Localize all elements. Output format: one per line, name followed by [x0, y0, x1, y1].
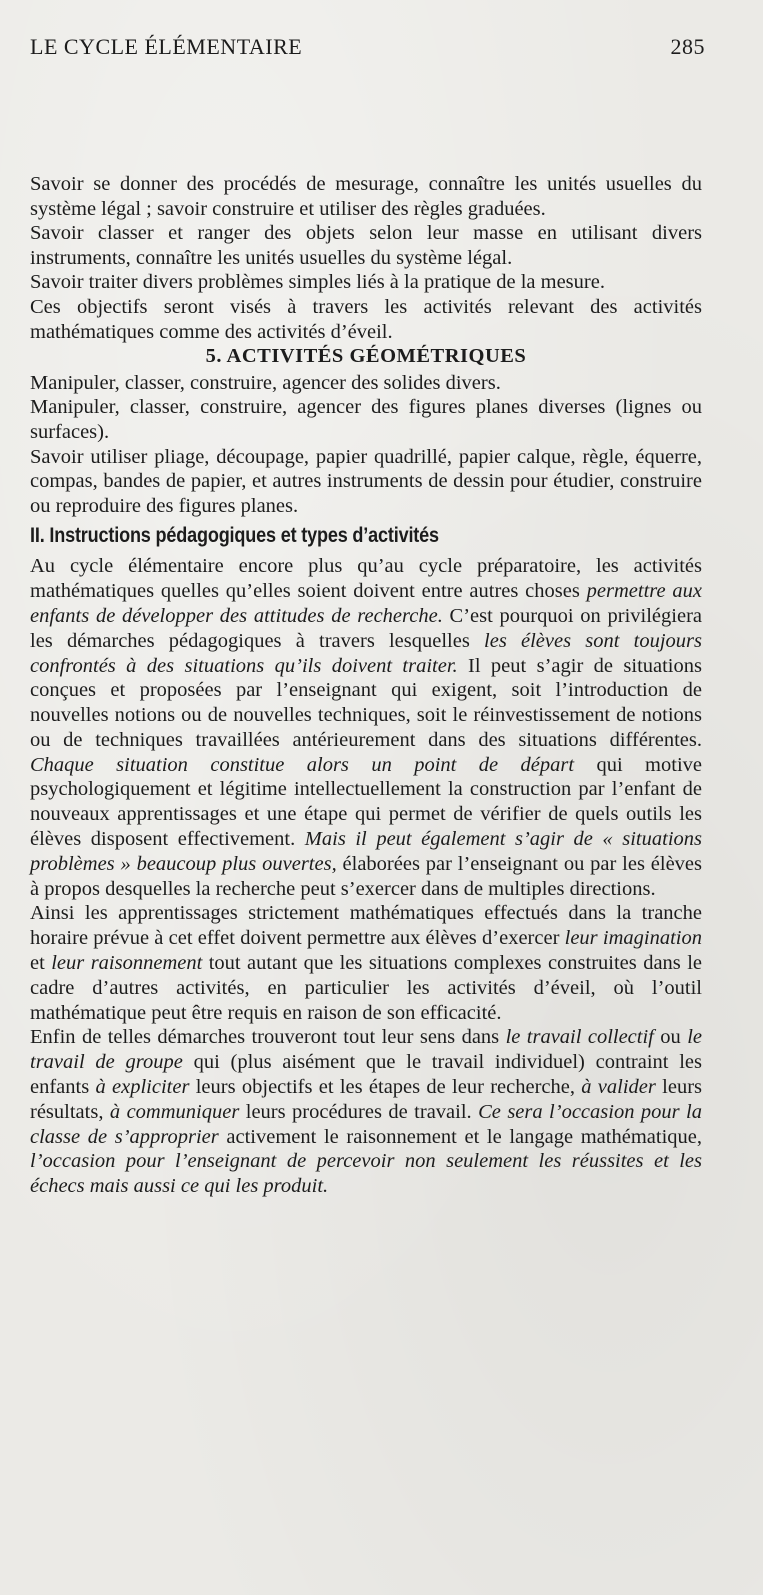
italic-run: Chaque situation constitue alors un point de départ: [30, 753, 575, 776]
italic-run: à expliciter: [95, 1076, 190, 1099]
text-run: Il peut s’agir de situations conçues et proposées par l’enseignant qui exigent, soit l’introduction de nouvelles notions ou de nouvelles techniques, soit le réinvestissement de notions ou de techniques travaillées antérieurement dans des situations différentes.: [30, 654, 702, 751]
italic-run: à communiquer: [109, 1100, 240, 1123]
italic-run: le travail de groupe: [30, 1026, 702, 1074]
paragraph: [30, 554, 702, 901]
paragraph: Manipuler, classer, construire, agencer des figures planes diverses (lignes ou surfaces).: [30, 396, 702, 443]
text-run: élaborées par l’enseignant ou par les élèves à propos desquelles la recherche peut s’exercer dans de multiples directions.: [30, 852, 702, 900]
paragraph: Ces objectifs seront visés à travers les activités relevant des activités mathématiques comme des activités d’éveil.: [30, 295, 702, 343]
paragraph: Savoir utiliser pliage, découpage, papier quadrillé, papier calque, règle, équerre, compas, bandes de papier, et autres instruments de dessin pour étudier, construire ou reproduire des figures planes.: [30, 445, 702, 517]
running-header: [30, 34, 705, 60]
italic-run: leur raisonnement: [51, 952, 203, 975]
italic-run: le travail collectif: [505, 1026, 654, 1049]
paragraph: Savoir classer et ranger des objets selon leur masse en utilisant divers instruments, connaître les unités usuelles du système légal.: [30, 222, 702, 269]
text-run: C’est pourquoi on privilégiera les démarches pédagogiques à travers lesquelles: [30, 604, 702, 652]
paragraph: Savoir traiter divers problèmes simples liés à la pratique de la mesure.: [30, 271, 605, 294]
text-run: leurs procédures de travail.: [239, 1100, 479, 1123]
text-run: ou: [653, 1026, 688, 1049]
text-run: Enfin de telles démarches trouveront tout leur sens dans: [30, 1026, 506, 1049]
text-run: qui (plus aisément que le travail individuel) contraint les enfants: [30, 1051, 703, 1099]
text-run: tout autant que les situations complexes construites dans le cadre d’autres activités, en particulier les activités d’éveil, où l’outil mathématique peut être requis en raison de son efficacité.: [30, 952, 702, 1024]
text-run: leurs résultats,: [30, 1076, 703, 1123]
italic-run: Mais il peut également s’agir de « situations problèmes » beaucoup plus ouvertes,: [30, 828, 702, 875]
italic-run: l’occasion pour l’enseignant de percevoir non seulement les réussites et les échecs mais aussi ce qui les produit.: [30, 1150, 702, 1198]
italic-run: leur imagination: [564, 927, 702, 950]
italic-run: Ce sera l’occasion pour la classe de s’approprier: [30, 1100, 702, 1148]
text-run: Au cycle élémentaire encore plus qu’au cycle préparatoire, les activités mathématiques quelles qu’elles soient doivent entre autres choses: [30, 555, 702, 603]
text-run: activement le raisonnement et le langage mathématique,: [218, 1125, 702, 1148]
section-heading: 5. ACTIVITÉS GÉOMÉTRIQUES: [205, 345, 527, 368]
text-run: et: [30, 952, 52, 975]
italic-run: les élèves sont toujours confrontés à des situations qu’ils doivent traiter.: [30, 629, 702, 677]
part-heading: II. Instructions pédagogiques et types d’activités: [30, 524, 439, 548]
text-run: qui motive psychologiquement et légitime intellectuellement la construction par l’enfant de nouveaux apprentissages et une étape qui permet de vérifier de quels outils les élèves disposent effectivement.: [30, 753, 702, 851]
paragraph: [30, 901, 702, 1025]
paragraph: Savoir se donner des procédés de mesurage, connaître les unités usuelles du système légal ; savoir construire et utiliser des règles graduées.: [30, 173, 702, 220]
text-run: Ainsi les apprentissages strictement mathématiques effectués dans la tranche horaire prévue à cet effet doivent permettre aux élèves d’exercer: [30, 902, 702, 950]
running-title: LE CYCLE ÉLÉMENTAIRE: [30, 34, 303, 59]
page-body: [30, 172, 702, 1199]
paragraph: [30, 1025, 702, 1199]
page-number: 285: [670, 34, 705, 59]
paragraph: Manipuler, classer, construire, agencer des solides divers.: [30, 371, 501, 394]
italic-run: à valider: [581, 1076, 656, 1099]
italic-run: permettre aux enfants de développer des attitudes de recherche.: [30, 580, 702, 627]
text-run: leurs objectifs et les étapes de leur recherche,: [189, 1076, 582, 1099]
